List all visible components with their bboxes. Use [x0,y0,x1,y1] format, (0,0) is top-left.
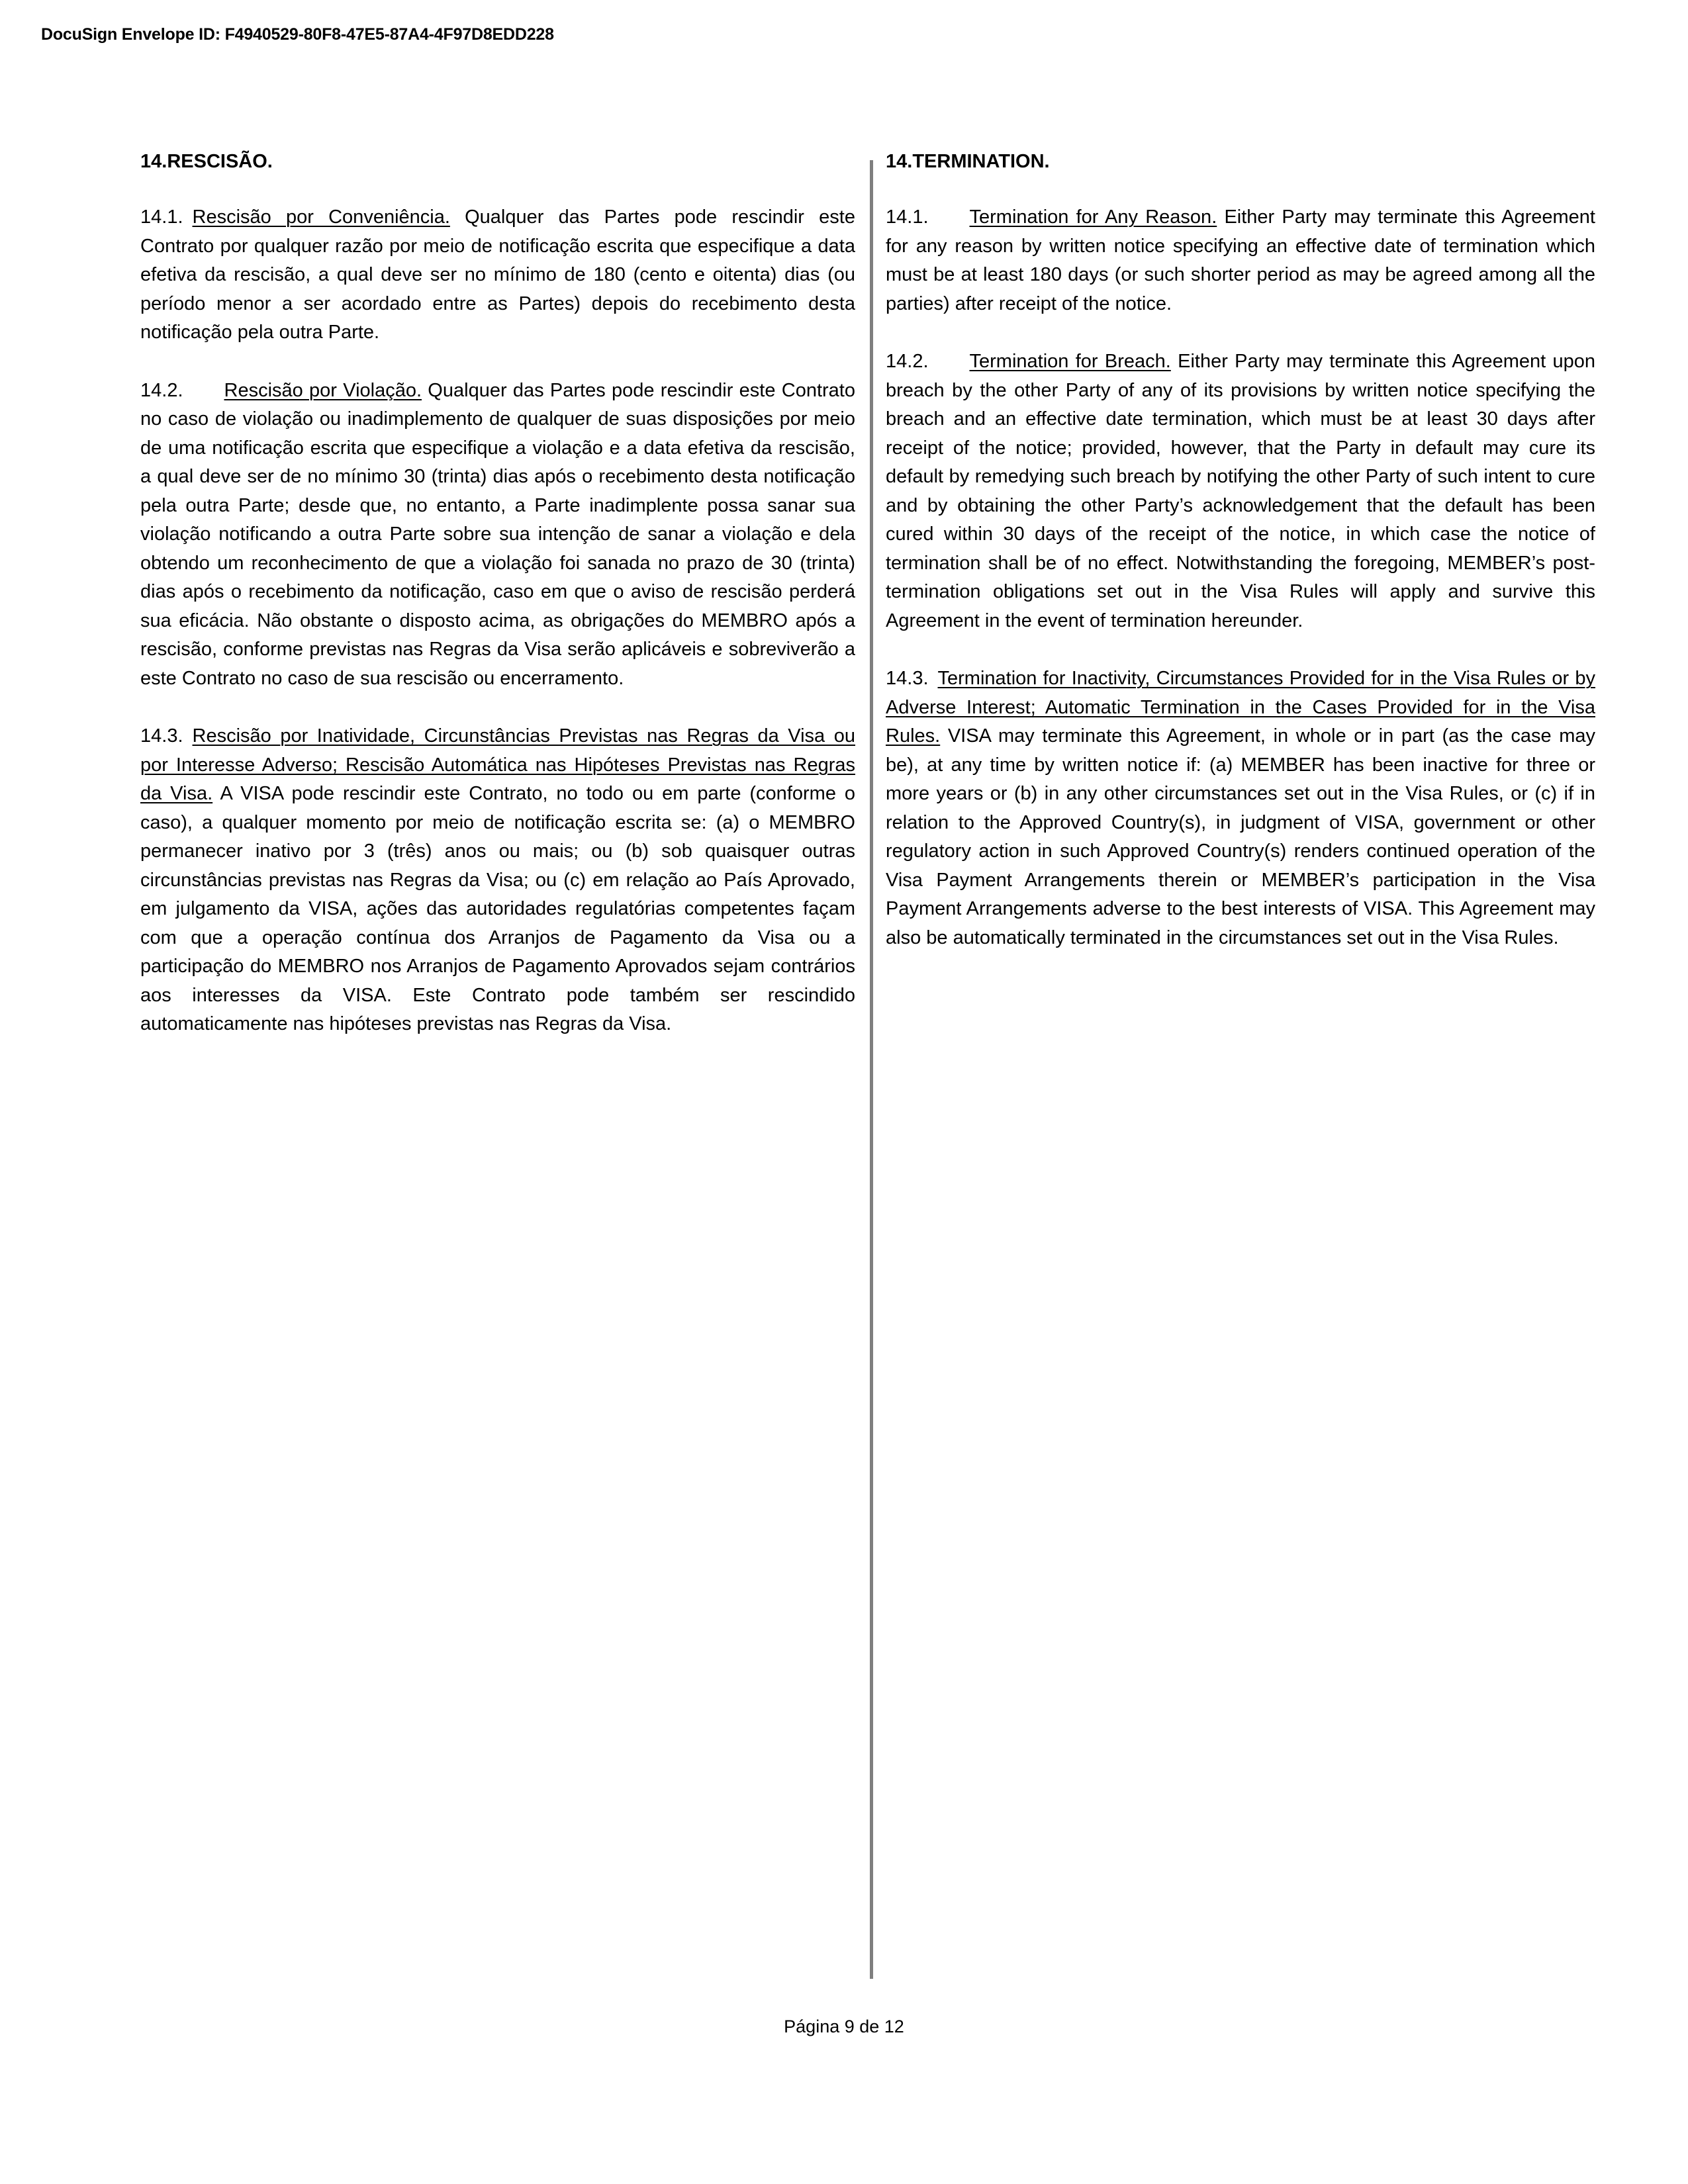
column-divider [870,160,873,1979]
clause-14-1-en [886,203,1595,318]
clause-body-14-2-pt: Qualquer das Partes pode rescindir este Contrato no caso de violação ou inadimplemento de qualquer de suas disposições por meio de uma notificação escrita que especifique a violação e a data efetiva da rescisão, a qual deve ser de no mínimo 30 (trinta) dias após o recebimento desta notificação pela outra Parte; desde que, no entanto, a Parte inadimplente possa sanar sua violação notificando a outra Parte sobre sua intenção de sanar a violação e dela obtendo um reconhecimento de que a violação foi sanada no prazo de 30 (trinta) dias após o recebimento da notificação, caso em que o aviso de rescisão perderá sua eficácia. Não obstante o disposto acima, as obrigações do MEMBRO após a rescisão, conforme previstas nas Regras da Visa serão aplicáveis e sobreviverão a este Contrato no caso de sua rescisão ou encerramento. [140,379,855,689]
docusign-envelope-id: DocuSign Envelope ID: F4940529-80F8-47E5-87A4-4F97D8EDD228 [41,25,554,44]
clause-number-14-1-pt: 14.1. [140,206,183,228]
clause-14-2-en [886,347,1595,635]
clause-body-14-2-en: Either Party may terminate this Agreement upon breach by the other Party of any of its provisions by written notice specifying the breach and an effective date termination, which must be at least 30 days after receipt of the notice; provided, however, that the Party in default may cure its default by remedying such breach by notifying the other Party of such intent to cure and by obtaining the other Party’s acknowledgement that the default has been cured within 30 days of the receipt of the notice, in which case the notice of termination shall be of no effect. Notwithstanding the foregoing, MEMBER’s post-termination obligations set out in the Visa Rules will apply and survive this Agreement in the event of termination hereunder. [886,351,1595,631]
column-english [886,151,1595,952]
clause-title-14-3-en: Termination for Inactivity, Circumstances Provided for in the Visa Rules or by Adverse Interest; Automatic Termination in the Cases Provided for in the Visa Rules. [886,668,1595,747]
section-heading-pt [140,151,855,173]
clause-number-14-2-en: 14.2. [886,351,929,373]
section-heading-en [886,151,1595,173]
page-number-label: Página 9 de 12 [784,2017,904,2036]
clause-body-14-1-pt: Qualquer das Partes pode rescindir este Contrato por qualquer razão por meio de notificação escrita que especifique a data efetiva da rescisão, a qual deve ser no mínimo de 180 (cento e oitenta) dias (ou período menor a ser acordado entre as Partes) depois do recebimento desta notificação pela outra Parte. [140,206,855,343]
clause-14-3-pt [140,722,855,1039]
column-portuguese [140,151,855,1039]
clause-14-1-pt [140,203,855,347]
clause-body-14-3-en: VISA may terminate this Agreement, in whole or in part (as the case may be), at any time by written notice if: (a) MEMBER has been inactive for three or more years or (b) in any other circumstances set out in the Visa Rules, or (c) if in relation to the Approved Country(s), in judgment of VISA, government or other regulatory action in such Approved Country(s) renders continued operation of the Visa Payment Arrangements therein or MEMBER’s participation in the Visa Payment Arrangements adverse to the best interests of VISA. This Agreement may also be automatically terminated in the circumstances set out in the Visa Rules. [886,725,1595,948]
clause-title-14-2-pt: Rescisão por Violação. [224,379,422,401]
clause-number-14-2-pt: 14.2. [140,379,183,401]
clause-title-14-1-en: Termination for Any Reason. [969,206,1217,228]
clause-body-14-3-pt: A VISA pode rescindir este Contrato, no todo ou em parte (conforme o caso), a qualquer momento por meio de notificação escrita se: (a) o MEMBRO permanecer inativo por 3 (três) anos ou mais; ou (b) sob quaisquer outras circunstâncias previstas nas Regras da Visa; ou (c) em relação ao País Aprovado, em julgamento da VISA, ações das autoridades regulatórias competentes façam com que a operação contínua dos Arranjos de Pagamento da Visa ou a participação do MEMBRO nos Arranjos de Pagamento Aprovados sejam contrários aos interesses da VISA. Este Contrato pode também ser rescindido automaticamente nas hipóteses previstas nas Regras da Visa. [140,783,855,1035]
clause-body-14-1-en: Either Party may terminate this Agreement for any reason by written notice specifying an effective date of termination which must be at least 180 days (or such shorter period as may be agreed among all the parties) after receipt of the notice. [886,206,1595,314]
clause-title-14-3-pt: Rescisão por Inatividade, Circunstâncias Previstas nas Regras da Visa ou por Interesse Adverso; Rescisão Automática nas Hipóteses Previstas nas Regras da Visa. [140,725,855,805]
clause-title-14-2-en: Termination for Breach. [969,351,1171,373]
clause-number-14-3-en: 14.3. [886,668,929,690]
section-number-pt: 14. [140,151,167,172]
section-title-en: TERMINATION. [912,151,1050,172]
section-number-en: 14. [886,151,913,172]
clause-14-2-pt [140,377,855,694]
page-footer [0,2016,1688,2037]
clause-14-3-en [886,664,1595,952]
clause-number-14-1-en: 14.1. [886,206,929,228]
clause-number-14-3-pt: 14.3. [140,725,183,747]
clause-title-14-1-pt: Rescisão por Conveniência. [192,206,450,228]
section-title-pt: RESCISÃO. [167,151,273,172]
